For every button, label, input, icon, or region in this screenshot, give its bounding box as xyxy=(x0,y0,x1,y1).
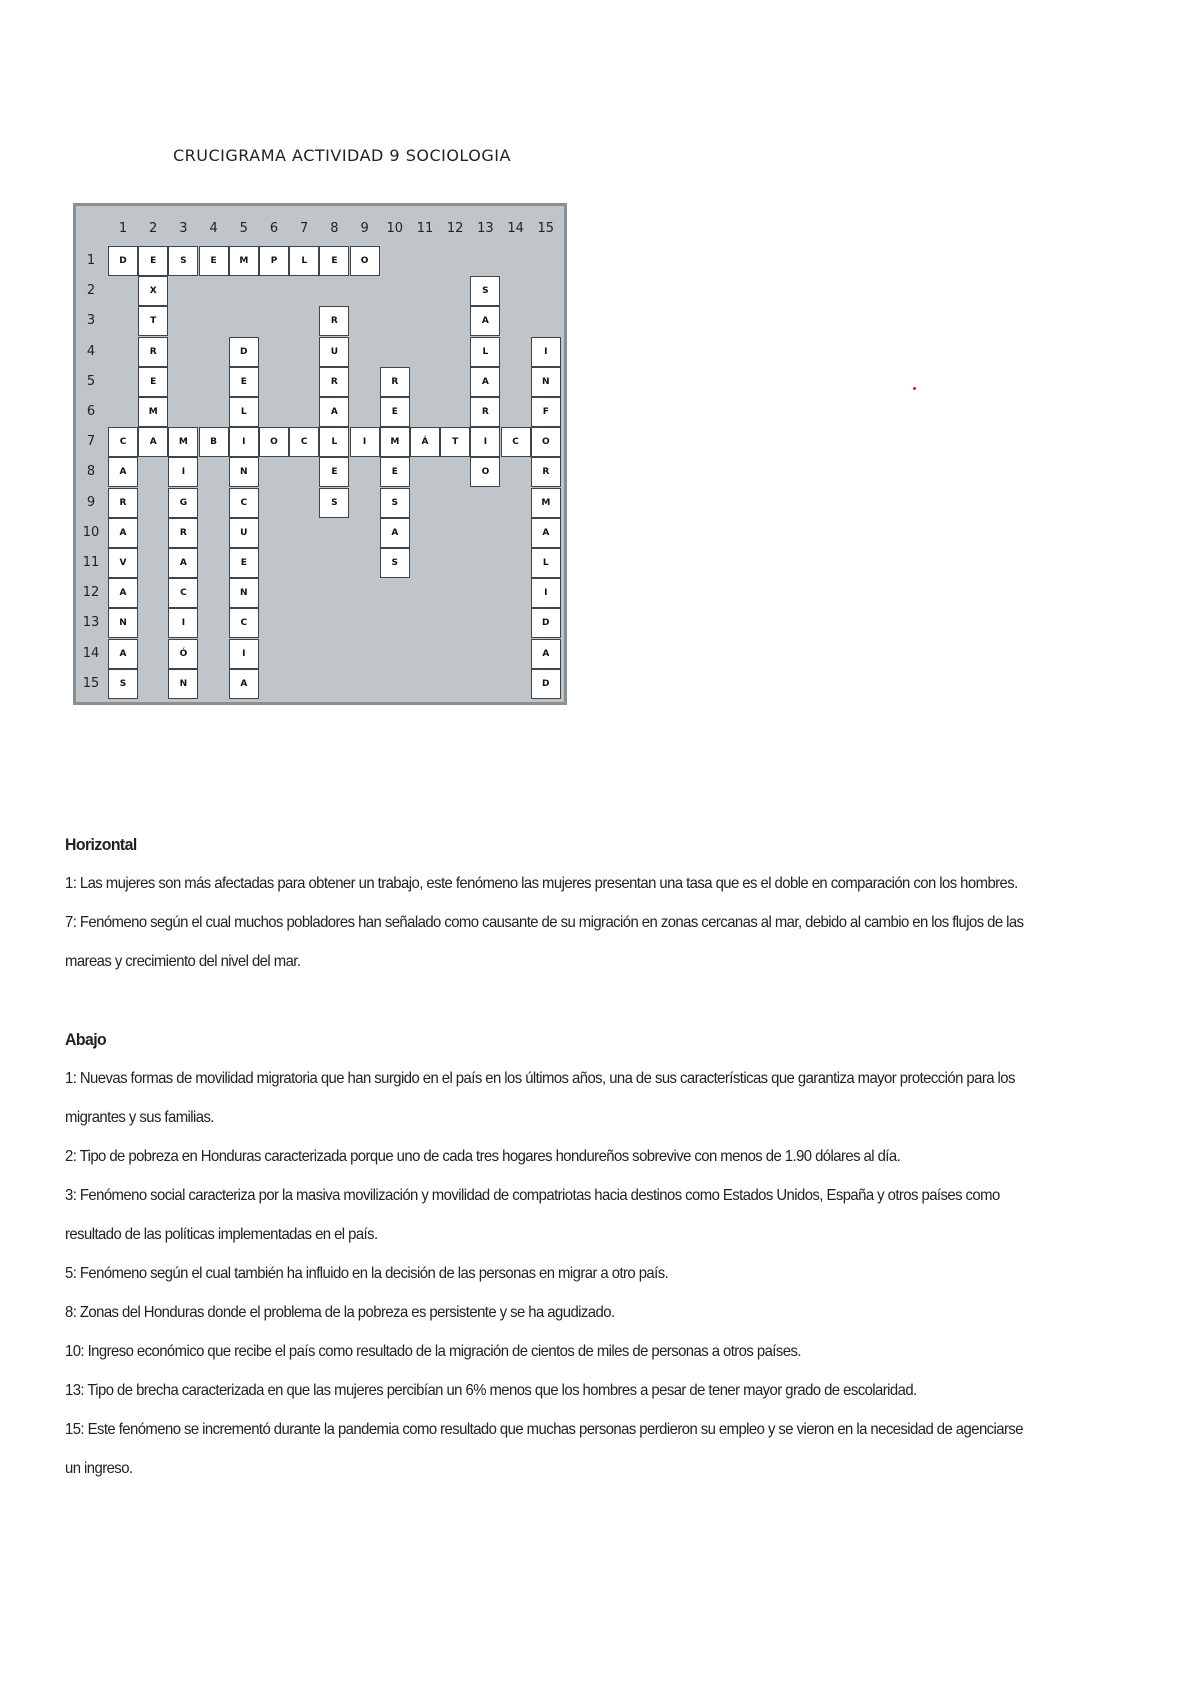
row-number: 15 xyxy=(82,675,100,691)
crossword-cell: X xyxy=(138,276,168,306)
column-number: 3 xyxy=(179,221,188,236)
column-number: 14 xyxy=(507,221,524,236)
crossword-cell: N xyxy=(229,578,259,608)
row-number: 10 xyxy=(82,524,100,540)
crossword-cell: S xyxy=(380,488,410,518)
crossword-cell: A xyxy=(168,548,198,578)
crossword-cell: C xyxy=(168,578,198,608)
crossword-cell: E xyxy=(380,457,410,487)
crossword-cell: S xyxy=(380,548,410,578)
column-number: 5 xyxy=(239,221,248,236)
crossword-cell: E xyxy=(199,246,229,276)
crossword-cell: R xyxy=(319,306,349,336)
crossword-cell: D xyxy=(229,337,259,367)
clue-down-1: 1: Nuevas formas de movilidad migratoria que han surgido en el país en los últimos años, una de sus características que garantiza mayor protección para los migrantes y sus familias. xyxy=(65,1070,1015,1126)
column-number: 7 xyxy=(300,221,309,236)
crossword-cell: A xyxy=(380,518,410,548)
clue-down-10: 10: Ingreso económico que recibe el país como resultado de la migración de cientos de miles de personas a otros países. xyxy=(65,1343,801,1360)
crossword-cell: T xyxy=(138,306,168,336)
clues-section xyxy=(65,825,1032,1488)
clue-down-8: 8: Zonas del Honduras donde el problema de la pobreza es persistente y se ha agudizado. xyxy=(65,1304,615,1321)
crossword-cell: S xyxy=(168,246,198,276)
crossword-cell: O xyxy=(531,427,561,457)
crossword-cell: I xyxy=(168,608,198,638)
row-number: 9 xyxy=(86,494,96,510)
clue-horizontal-1: 1: Las mujeres son más afectadas para obtener un trabajo, este fenómeno las mujeres presentan una tasa que es el doble en comparación con los hombres. xyxy=(65,875,1018,892)
row-number: 14 xyxy=(82,645,100,661)
crossword-cell: F xyxy=(531,397,561,427)
crossword-cell: L xyxy=(470,337,500,367)
crossword-cell: E xyxy=(138,246,168,276)
crossword-cell: V xyxy=(108,548,138,578)
crossword-cell: D xyxy=(531,608,561,638)
crossword-cell: C xyxy=(289,427,319,457)
page-title: CRUCIGRAMA ACTIVIDAD 9 SOCIOLOGIA xyxy=(173,146,511,165)
crossword-cell: A xyxy=(470,367,500,397)
row-number: 12 xyxy=(82,585,100,601)
horizontal-heading: Horizontal xyxy=(65,835,137,854)
crossword-cell: O xyxy=(470,457,500,487)
crossword-cell: I xyxy=(229,639,259,669)
column-number: 9 xyxy=(360,221,369,236)
row-number: 2 xyxy=(86,283,96,299)
crossword-cell: L xyxy=(229,397,259,427)
row-number: 3 xyxy=(86,313,96,329)
down-heading: Abajo xyxy=(65,1030,107,1049)
crossword-cell: T xyxy=(440,427,470,457)
crossword-cell: I xyxy=(350,427,380,457)
crossword-cell: B xyxy=(199,427,229,457)
crossword-cell: I xyxy=(531,578,561,608)
crossword-cell: N xyxy=(229,457,259,487)
crossword-cell: E xyxy=(319,457,349,487)
column-number: 13 xyxy=(477,221,494,236)
crossword-cell: E xyxy=(380,397,410,427)
down-clues xyxy=(65,1020,1032,1488)
crossword-cell: N xyxy=(531,367,561,397)
crossword-cell: M xyxy=(531,488,561,518)
crossword-cell: R xyxy=(470,397,500,427)
clue-horizontal-7: 7: Fenómeno según el cual muchos pobladores han señalado como causante de su migración en zonas cercanas al mar, debido al cambio en los flujos de las mareas y crecimiento del nivel del mar. xyxy=(65,914,1024,970)
column-number: 10 xyxy=(386,221,404,236)
column-number: 6 xyxy=(269,221,279,236)
crossword-cell: I xyxy=(229,427,259,457)
crossword-cell: A xyxy=(108,518,138,548)
crossword-cell: L xyxy=(289,246,319,276)
column-number: 11 xyxy=(416,221,434,236)
crossword-cell: G xyxy=(168,488,198,518)
crossword-cell: C xyxy=(229,488,259,518)
row-number: 5 xyxy=(86,373,96,389)
clue-down-3: 3: Fenómeno social caracteriza por la masiva movilización y movilidad de compatriotas hacia destinos como Estados Unidos, España y otros países como resultado de las políticas implementadas en el país. xyxy=(65,1187,1000,1243)
crossword-cell: R xyxy=(319,367,349,397)
row-number: 13 xyxy=(82,615,100,631)
crossword-cell: S xyxy=(108,669,138,699)
crossword-cell: A xyxy=(138,427,168,457)
crossword-cell: L xyxy=(319,427,349,457)
crossword-cell: S xyxy=(470,276,500,306)
crossword-cell: I xyxy=(168,457,198,487)
crossword-cell: P xyxy=(259,246,289,276)
row-number: 1 xyxy=(86,253,96,268)
crossword-cell: O xyxy=(259,427,289,457)
crossword-cell: R xyxy=(108,488,138,518)
crossword-cell: C xyxy=(229,608,259,638)
crossword-cell: A xyxy=(531,639,561,669)
column-number: 15 xyxy=(537,221,555,236)
clue-down-5: 5: Fenómeno según el cual también ha influido en la decisión de las personas en migrar a otro país. xyxy=(65,1265,669,1282)
crossword-cell: N xyxy=(108,608,138,638)
crossword-cell: I xyxy=(531,337,561,367)
crossword-cell: A xyxy=(319,397,349,427)
row-number: 4 xyxy=(86,343,96,359)
crossword-cell: R xyxy=(380,367,410,397)
crossword-cell: A xyxy=(108,639,138,669)
crossword-cell: E xyxy=(138,367,168,397)
crossword-cell: A xyxy=(470,306,500,336)
column-number: 12 xyxy=(446,221,464,236)
crossword-cell: M xyxy=(229,246,259,276)
crossword-cell: R xyxy=(531,457,561,487)
crossword-cell: E xyxy=(319,246,349,276)
crossword-cell: R xyxy=(138,337,168,367)
crossword-cell: M xyxy=(168,427,198,457)
crossword-cell: E xyxy=(229,548,259,578)
crossword-cell: Ó xyxy=(168,639,198,669)
crossword-cell: S xyxy=(319,488,349,518)
crossword-cell: A xyxy=(531,518,561,548)
clue-down-2: 2: Tipo de pobreza en Honduras caracterizada porque uno de cada tres hogares hondureños sobrevive con menos de 1.90 dólares al día. xyxy=(65,1148,901,1165)
crossword-grid xyxy=(73,203,567,705)
row-number: 7 xyxy=(86,434,96,450)
clue-down-15: 15: Este fenómeno se incrementó durante la pandemia como resultado que muchas personas perdieron su empleo y se vieron en la necesidad de agenciarse un ingreso. xyxy=(65,1421,1024,1477)
horizontal-clues xyxy=(65,825,1032,981)
crossword-cell: E xyxy=(229,367,259,397)
column-number: 4 xyxy=(209,221,218,236)
crossword-cell: A xyxy=(229,669,259,699)
row-number: 6 xyxy=(86,404,96,419)
column-number: 8 xyxy=(330,221,339,236)
column-number: 1 xyxy=(118,221,128,236)
row-number: 11 xyxy=(82,555,100,570)
crossword-cell: C xyxy=(501,427,531,457)
stray-mark xyxy=(913,387,916,390)
crossword-cell: D xyxy=(108,246,138,276)
crossword-cell: D xyxy=(531,669,561,699)
crossword-cell: A xyxy=(108,457,138,487)
column-number: 2 xyxy=(149,221,158,236)
crossword-cell: R xyxy=(168,518,198,548)
clue-down-13: 13: Tipo de brecha caracterizada en que las mujeres percibían un 6% menos que los hombres a pesar de tener mayor grado de escolaridad. xyxy=(65,1382,917,1399)
crossword-cell: U xyxy=(319,337,349,367)
crossword-cell: N xyxy=(168,669,198,699)
crossword-cell: L xyxy=(531,548,561,578)
crossword-cell: M xyxy=(380,427,410,457)
crossword-cell: C xyxy=(108,427,138,457)
crossword-cell: A xyxy=(108,578,138,608)
crossword-cell: M xyxy=(138,397,168,427)
row-number: 8 xyxy=(86,464,96,480)
crossword-cell: U xyxy=(229,518,259,548)
crossword-cell: I xyxy=(470,427,500,457)
crossword-cell: Á xyxy=(410,427,440,457)
crossword-cell: O xyxy=(350,246,380,276)
